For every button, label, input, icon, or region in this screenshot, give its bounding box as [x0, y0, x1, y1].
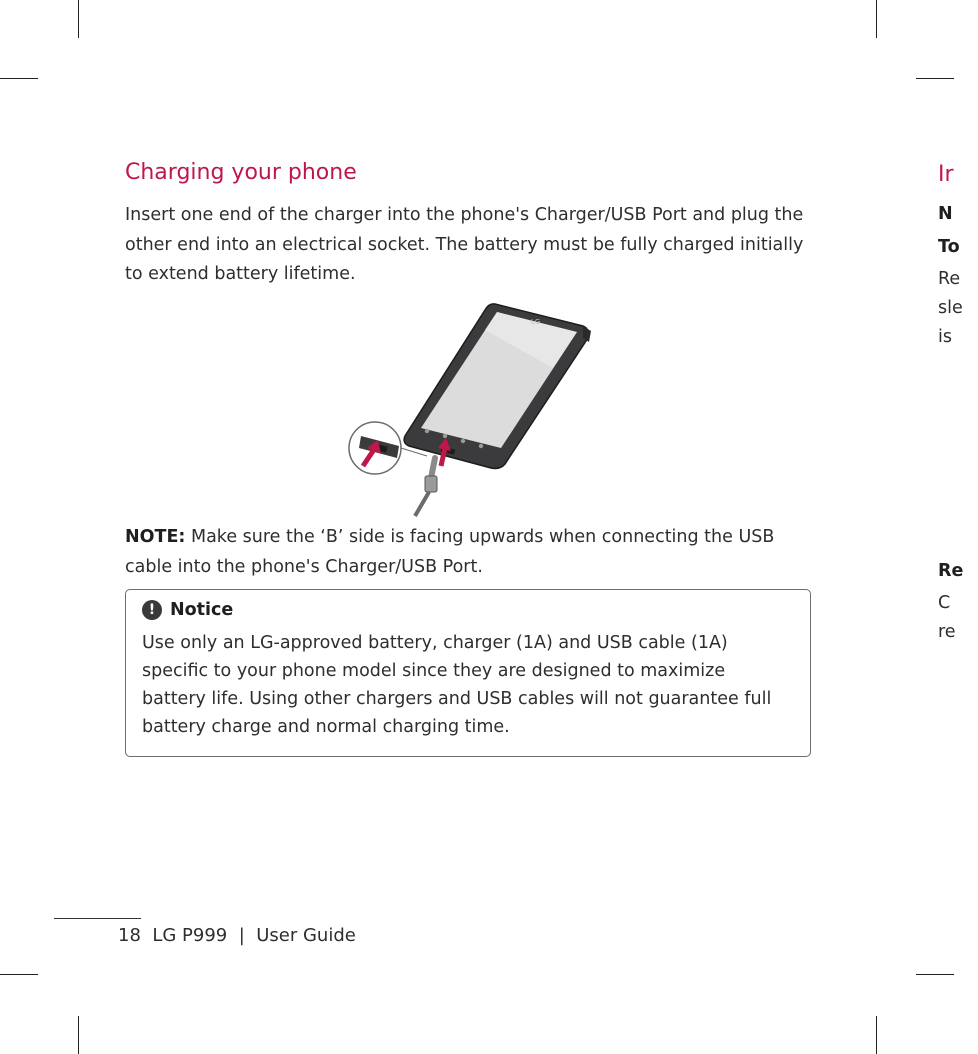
- intro-paragraph: Insert one end of the charger into the phone's Charger/USB Port and plug the other end into an electrical socket. The battery must be fully charged initially to extend battery lifetime.: [125, 205, 804, 284]
- note-text: Make sure the ‘B’ side is facing upwards when connecting the USB cable into the phone's Charger/USB Port.: [125, 527, 775, 577]
- fragment-line: To: [938, 237, 960, 257]
- crop-mark: [876, 1016, 877, 1054]
- note-paragraph: [125, 523, 820, 582]
- fragment-line: C: [938, 593, 951, 613]
- phone-image: [404, 304, 591, 469]
- fragment-line: Re: [938, 561, 964, 581]
- phone-charging-illustration: [345, 298, 595, 523]
- crop-mark: [0, 974, 38, 975]
- footer-rule: [54, 918, 141, 919]
- notice-header: [142, 600, 233, 620]
- page-number: 18: [118, 925, 141, 946]
- note-label: NOTE:: [125, 527, 186, 547]
- fragment-line: re: [938, 622, 956, 642]
- notice-body: Use only an LG-approved battery, charger (1A) and USB cable (1A) specific to your phone model since they are designed to maximize battery life. Using other chargers and USB cables will not guarantee full battery charge and normal charging time.: [142, 633, 772, 737]
- fragment-line: is: [938, 327, 952, 347]
- footer-title: LG P999 | User Guide: [140, 925, 356, 946]
- section-heading: Charging your phone: [125, 160, 357, 185]
- fragment-heading: Ir: [938, 162, 954, 187]
- page-footer: [118, 925, 356, 946]
- fragment-line: Re: [938, 269, 961, 289]
- crop-mark: [78, 1016, 79, 1054]
- crop-mark: [0, 78, 38, 79]
- fragment-line: N: [938, 204, 953, 224]
- fragment-line: sle: [938, 298, 963, 318]
- next-page-fragment: [938, 0, 978, 1054]
- notice-box: [125, 589, 811, 757]
- notice-title: Notice: [170, 600, 234, 620]
- crop-mark: [78, 0, 79, 38]
- crop-mark: [876, 0, 877, 38]
- exclamation-icon: !: [142, 600, 162, 620]
- brand-mark: LG: [531, 318, 541, 326]
